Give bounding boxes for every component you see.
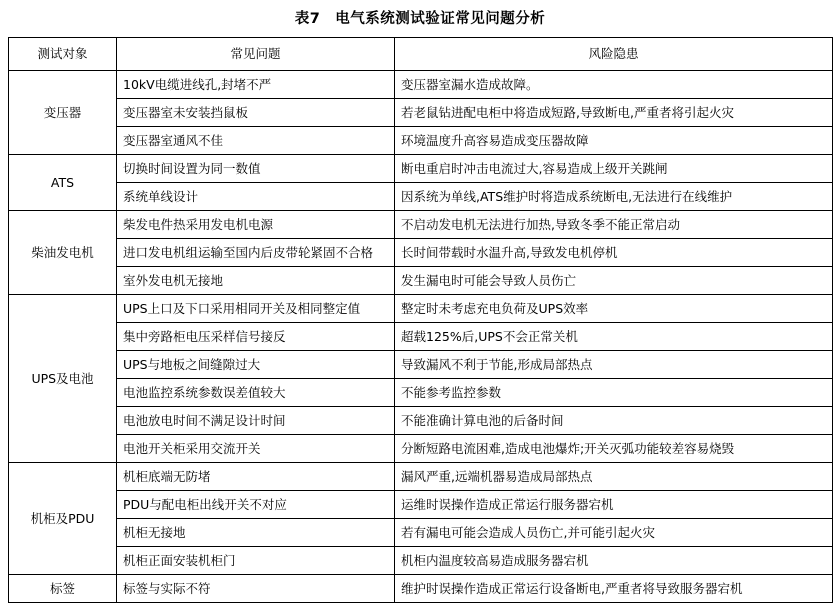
cell-risk: 变压器室漏水造成故障。	[395, 70, 833, 98]
cell-risk: 漏风严重,远端机器易造成局部热点	[395, 462, 833, 490]
cell-object: 柴油发电机	[9, 210, 117, 294]
cell-problem: 进口发电机组运输至国内后皮带轮紧固不合格	[117, 238, 395, 266]
table-row	[9, 350, 833, 378]
cell-problem: 变压器室通风不佳	[117, 126, 395, 154]
table-row	[9, 490, 833, 518]
table-row	[9, 574, 833, 602]
cell-problem: 机柜无接地	[117, 518, 395, 546]
table-row	[9, 434, 833, 462]
cell-risk: 不能参考监控参数	[395, 378, 833, 406]
cell-problem: 柴发电件热采用发电机电源	[117, 210, 395, 238]
table-body	[9, 70, 833, 602]
table-row	[9, 182, 833, 210]
cell-problem: 电池开关柜采用交流开关	[117, 434, 395, 462]
issues-table	[8, 37, 833, 603]
cell-object: 标签	[9, 574, 117, 602]
cell-object: ATS	[9, 154, 117, 210]
cell-problem: 系统单线设计	[117, 182, 395, 210]
header-row	[9, 37, 833, 70]
cell-problem: UPS与地板之间缝隙过大	[117, 350, 395, 378]
cell-risk: 不能准确计算电池的后备时间	[395, 406, 833, 434]
cell-problem: 变压器室未安装挡鼠板	[117, 98, 395, 126]
table-title: 表7 电气系统测试验证常见问题分析	[294, 11, 546, 27]
cell-risk: 运维时误操作造成正常运行服务器宕机	[395, 490, 833, 518]
cell-risk: 整定时未考虑充电负荷及UPS效率	[395, 294, 833, 322]
header-risk: 风险隐患	[395, 37, 833, 70]
cell-problem: UPS上口及下口采用相同开关及相同整定值	[117, 294, 395, 322]
table-row	[9, 70, 833, 98]
table-row	[9, 154, 833, 182]
cell-problem: 机柜正面安装机柜门	[117, 546, 395, 574]
cell-problem: 标签与实际不符	[117, 574, 395, 602]
cell-object: UPS及电池	[9, 294, 117, 462]
cell-risk: 导致漏风不利于节能,形成局部热点	[395, 350, 833, 378]
cell-risk: 断电重启时冲击电流过大,容易造成上级开关跳闸	[395, 154, 833, 182]
table-row	[9, 238, 833, 266]
table-row	[9, 406, 833, 434]
cell-risk: 超载125%后,UPS不会正常关机	[395, 322, 833, 350]
table-row	[9, 462, 833, 490]
table-row	[9, 210, 833, 238]
cell-problem: 集中旁路柜电压采样信号接反	[117, 322, 395, 350]
header-object: 测试对象	[9, 37, 117, 70]
cell-risk: 若老鼠钻进配电柜中将造成短路,导致断电,严重者将引起火灾	[395, 98, 833, 126]
table-row	[9, 266, 833, 294]
table-row	[9, 546, 833, 574]
header-problem: 常见问题	[117, 37, 395, 70]
table-header	[9, 37, 833, 70]
cell-object: 变压器	[9, 70, 117, 154]
cell-problem: 10kV电缆进线孔,封堵不严	[117, 70, 395, 98]
cell-object: 机柜及PDU	[9, 462, 117, 574]
cell-risk: 若有漏电可能会造成人员伤亡,并可能引起火灾	[395, 518, 833, 546]
cell-risk: 环境温度升高容易造成变压器故障	[395, 126, 833, 154]
table-row	[9, 294, 833, 322]
table-row	[9, 322, 833, 350]
cell-problem: 电池监控系统参数误差值较大	[117, 378, 395, 406]
table-row	[9, 126, 833, 154]
cell-problem: 机柜底端无防堵	[117, 462, 395, 490]
cell-problem: 切换时间设置为同一数值	[117, 154, 395, 182]
cell-risk: 维护时误操作造成正常运行设备断电,严重者将导致服务器宕机	[395, 574, 833, 602]
cell-risk: 发生漏电时可能会导致人员伤亡	[395, 266, 833, 294]
cell-problem: 电池放电时间不满足设计时间	[117, 406, 395, 434]
table-row	[9, 518, 833, 546]
table-row	[9, 98, 833, 126]
cell-risk: 机柜内温度较高易造成服务器宕机	[395, 546, 833, 574]
cell-risk: 不启动发电机无法进行加热,导致冬季不能正常启动	[395, 210, 833, 238]
table-row	[9, 378, 833, 406]
cell-problem: PDU与配电柜出线开关不对应	[117, 490, 395, 518]
cell-risk: 分断短路电流困难,造成电池爆炸;开关灭弧功能较差容易烧毁	[395, 434, 833, 462]
cell-risk: 长时间带载时水温升高,导致发电机停机	[395, 238, 833, 266]
cell-problem: 室外发电机无接地	[117, 266, 395, 294]
cell-risk: 因系统为单线,ATS维护时将造成系统断电,无法进行在线维护	[395, 182, 833, 210]
